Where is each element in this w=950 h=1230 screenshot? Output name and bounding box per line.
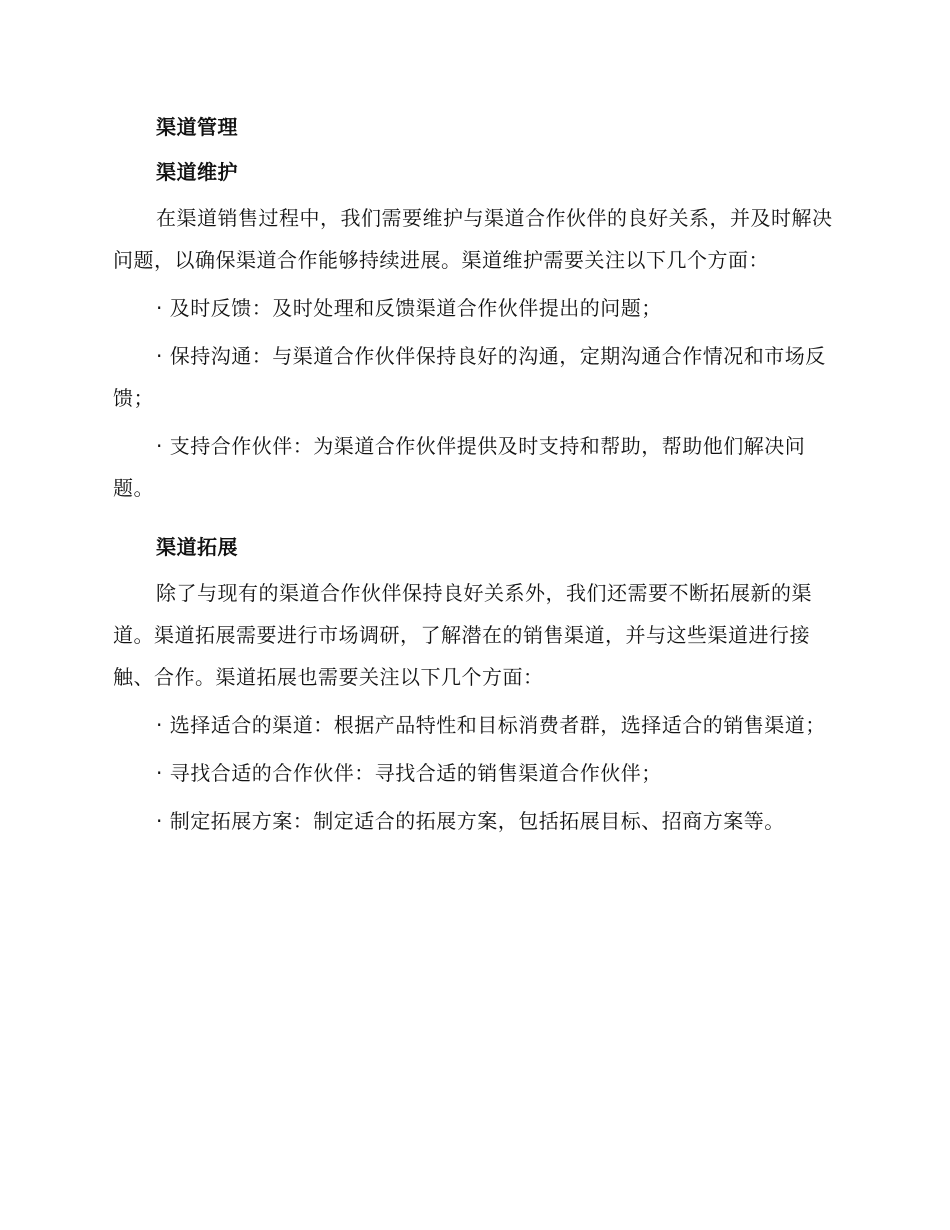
expansion-list-item: · 选择适合的渠道：根据产品特性和目标消费者群，选择适合的销售渠道； bbox=[156, 713, 826, 737]
expansion-list-item: · 制定拓展方案：制定适合的拓展方案，包括拓展目标、招商方案等。 bbox=[156, 809, 785, 833]
maintenance-list-item: · 及时反馈：及时处理和反馈渠道合作伙伴提出的问题； bbox=[156, 296, 662, 320]
expansion-list-item: · 寻找合适的合作伙伴：寻找合适的销售渠道合作伙伴； bbox=[156, 761, 662, 785]
expansion-intro-paragraph: 除了与现有的渠道合作伙伴保持良好关系外，我们还需要不断拓展新的渠道。渠道拓展需要进行市场调研，了解潜在的销售渠道，并与这些渠道进行接触、合作。渠道拓展也需要关注以下几个方面： bbox=[113, 581, 812, 689]
maintenance-list-item: · 保持沟通：与渠道合作伙伴保持良好的沟通，定期沟通合作情况和市场反馈； bbox=[113, 344, 826, 410]
maintenance-intro-paragraph: 在渠道销售过程中，我们需要维护与渠道合作伙伴的良好关系，并及时解决问题，以确保渠道合作能够持续进展。渠道维护需要关注以下几个方面： bbox=[113, 206, 833, 272]
section-heading-expansion: 渠道拓展 bbox=[156, 535, 238, 559]
maintenance-list-item: · 支持合作伙伴：为渠道合作伙伴提供及时支持和帮助，帮助他们解决问题。 bbox=[113, 434, 806, 500]
section-heading-maintenance: 渠道维护 bbox=[156, 160, 238, 184]
document-content bbox=[113, 112, 835, 842]
document-title: 渠道管理 bbox=[156, 115, 238, 139]
